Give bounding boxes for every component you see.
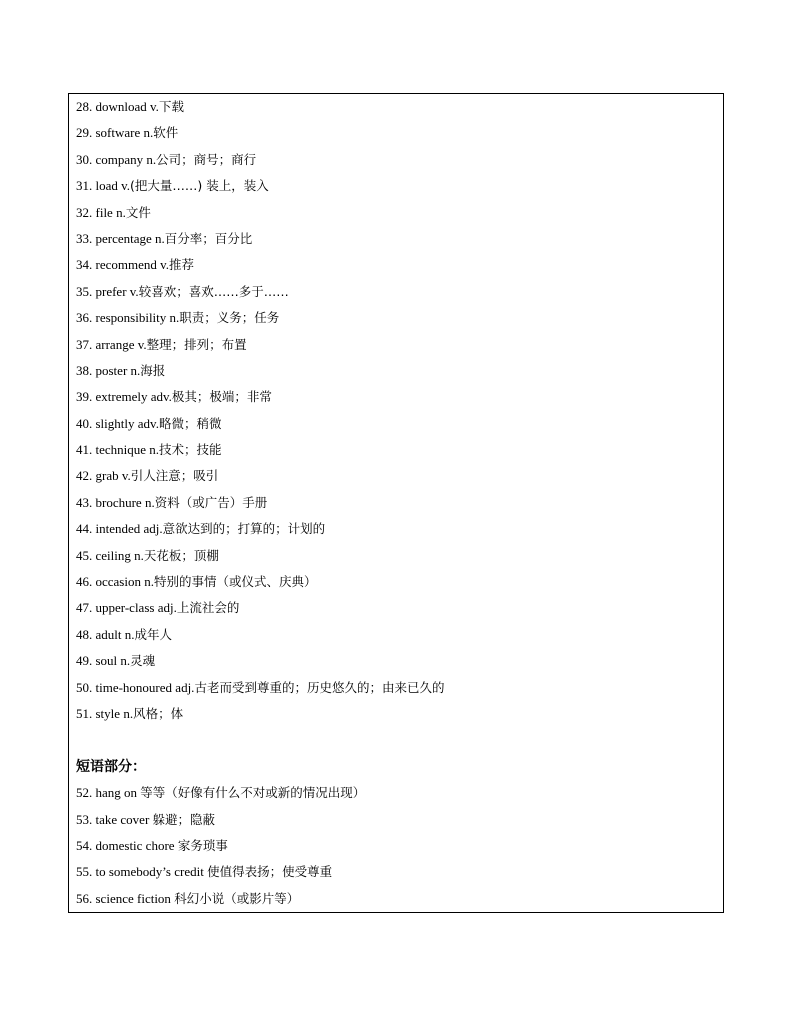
item-number: 48. [76, 626, 93, 642]
vocabulary-item [76, 279, 717, 305]
item-part-of-speech: n. [120, 653, 131, 669]
vocabulary-item [76, 411, 717, 437]
item-part-of-speech: n. [123, 705, 134, 721]
vocabulary-item [76, 226, 717, 252]
blank-line [76, 727, 717, 753]
item-number: 35. [76, 283, 93, 299]
item-part-of-speech: n. [169, 310, 180, 326]
item-number: 39. [76, 389, 93, 405]
item-number: 29. [76, 125, 93, 141]
vocabulary-table-cell [68, 93, 724, 913]
phrase-list [76, 780, 717, 912]
item-number: 53. [76, 811, 93, 827]
item-number: 30. [76, 151, 93, 167]
item-term: technique [95, 442, 147, 458]
item-part-of-speech: n. [143, 125, 154, 141]
item-number: 41. [76, 442, 93, 458]
item-term: upper-class [95, 600, 155, 616]
phrase-item [76, 780, 717, 806]
item-part-of-speech: n. [149, 442, 160, 458]
item-number: 45. [76, 547, 93, 563]
item-part-of-speech: v. [137, 336, 147, 352]
phrase-meaning: 家务琐事 [177, 837, 228, 853]
item-meaning: 古老而受到尊重的；历史悠久的；由来已久的 [194, 679, 445, 695]
item-number: 50. [76, 679, 93, 695]
phrases-heading: 短语部分： [76, 758, 146, 775]
vocabulary-item [76, 490, 717, 516]
item-term: slightly [95, 415, 135, 431]
vocabulary-item [76, 463, 717, 489]
item-meaning: 较喜欢；喜欢……多于…… [138, 283, 289, 299]
item-part-of-speech: n. [144, 494, 155, 510]
vocabulary-item [76, 384, 717, 410]
item-meaning: 极其；极端；非常 [171, 389, 272, 405]
item-term: software [95, 125, 141, 141]
item-meaning: 特别的事情（或仪式、庆典） [153, 574, 317, 590]
item-part-of-speech: adj. [143, 521, 163, 537]
item-term: arrange [95, 336, 135, 352]
vocabulary-item [76, 701, 717, 727]
item-number: 31. [76, 178, 93, 194]
item-number: 38. [76, 362, 93, 378]
item-meaning: 公司；商号；商行 [156, 151, 257, 167]
vocabulary-item [76, 437, 717, 463]
item-term: prefer [95, 283, 127, 299]
item-part-of-speech: v. [121, 468, 131, 484]
vocabulary-item [76, 595, 717, 621]
item-term: recommend [95, 257, 157, 273]
item-meaning: 下载 [158, 99, 184, 114]
phrase-term: science fiction [95, 890, 171, 906]
vocabulary-item [76, 358, 717, 384]
item-part-of-speech: n. [124, 626, 135, 642]
item-term: brochure [95, 494, 142, 510]
phrase-item [76, 807, 717, 833]
item-term: extremely [95, 389, 148, 405]
item-term: ceiling [95, 547, 131, 563]
phrase-term: hang on [95, 785, 138, 801]
vocabulary-item [76, 569, 717, 595]
vocabulary-item [76, 252, 717, 278]
item-term: soul [95, 653, 118, 669]
item-meaning: 技术；技能 [159, 442, 222, 458]
vocabulary-item [76, 173, 717, 199]
phrase-meaning: 等等（好像有什么不对或新的情况出现） [140, 785, 366, 801]
item-term: company [95, 151, 144, 167]
vocabulary-item [76, 516, 717, 542]
item-term: occasion [95, 574, 141, 590]
item-term: style [95, 705, 121, 721]
vocabulary-list [76, 94, 717, 727]
item-number: 56. [76, 890, 93, 906]
item-number: 51. [76, 705, 93, 721]
phrase-meaning: 躲避；隐蔽 [152, 811, 216, 827]
item-number: 42. [76, 468, 93, 484]
item-meaning: 整理；排列；布置 [146, 336, 247, 352]
item-number: 28. [76, 99, 93, 114]
item-meaning: 软件 [153, 125, 179, 141]
vocabulary-item [76, 648, 717, 674]
item-number: 37. [76, 336, 93, 352]
item-term: adult [95, 626, 122, 642]
item-term: poster [95, 362, 128, 378]
vocabulary-item [76, 94, 717, 120]
item-part-of-speech: n. [130, 362, 141, 378]
vocabulary-item [76, 200, 717, 226]
vocabulary-item [76, 147, 717, 173]
vocabulary-content [76, 94, 717, 912]
item-term: time-honoured [95, 679, 173, 695]
item-part-of-speech: n. [146, 151, 157, 167]
item-part-of-speech: n. [134, 547, 144, 563]
vocabulary-item [76, 622, 717, 648]
item-meaning: 风格；体 [133, 705, 184, 721]
item-meaning: 推荐 [169, 257, 195, 273]
item-meaning: 上流社会的 [176, 600, 240, 616]
item-number: 34. [76, 257, 93, 273]
item-part-of-speech: n. [155, 230, 165, 246]
item-term: download [95, 99, 147, 114]
item-part-of-speech: v. [121, 178, 131, 194]
item-meaning: 职责；义务；任务 [179, 310, 280, 326]
item-meaning: 成年人 [134, 626, 173, 642]
phrase-meaning: 使值得表扬；使受尊重 [207, 864, 333, 880]
phrase-item [76, 859, 717, 885]
vocabulary-item [76, 543, 717, 569]
item-number: 36. [76, 310, 93, 326]
vocabulary-item [76, 305, 717, 331]
phrase-item [76, 833, 717, 859]
phrase-term: take cover [95, 811, 150, 827]
item-meaning: 意欲达到的；打算的；计划的 [162, 521, 326, 537]
item-part-of-speech: v. [160, 257, 170, 273]
item-meaning: 文件 [125, 204, 151, 220]
item-number: 54. [76, 837, 93, 853]
item-number: 40. [76, 415, 93, 431]
item-part-of-speech: adv. [137, 415, 159, 431]
phrase-term: domestic chore [95, 837, 175, 853]
item-term: responsibility [95, 310, 167, 326]
vocabulary-item [76, 120, 717, 146]
item-term: file [95, 204, 113, 220]
item-meaning: 海报 [140, 362, 166, 378]
item-term: percentage [95, 230, 152, 246]
item-meaning: 资料（或广告）手册 [154, 494, 268, 510]
item-part-of-speech: adv. [150, 389, 172, 405]
item-number: 33. [76, 230, 93, 246]
phrase-term: to somebody’s credit [95, 864, 204, 880]
item-term: intended [95, 521, 141, 537]
item-number: 55. [76, 864, 93, 880]
phrase-meaning: 科幻小说（或影片等） [174, 890, 300, 906]
item-number: 47. [76, 600, 93, 616]
item-number: 46. [76, 574, 93, 590]
item-part-of-speech: adj. [157, 600, 177, 616]
item-term: load [95, 178, 118, 194]
item-part-of-speech: v. [150, 99, 159, 114]
item-meaning: 引人注意；吸引 [130, 468, 219, 484]
item-number: 44. [76, 521, 93, 537]
item-part-of-speech: n. [116, 204, 126, 220]
item-meaning: 天花板；顶棚 [143, 547, 219, 563]
item-part-of-speech: adj. [175, 679, 195, 695]
item-term: grab [95, 468, 119, 484]
phrase-item [76, 886, 717, 912]
item-part-of-speech: v. [129, 283, 139, 299]
vocabulary-item [76, 332, 717, 358]
item-meaning: (把大量……) 装上，装入 [130, 178, 269, 194]
item-number: 49. [76, 653, 93, 669]
item-meaning: 灵魂 [130, 653, 156, 669]
item-number: 32. [76, 204, 93, 220]
item-number: 52. [76, 785, 93, 801]
item-number: 43. [76, 494, 93, 510]
item-part-of-speech: n. [144, 574, 154, 590]
vocabulary-item [76, 675, 717, 701]
item-meaning: 百分率；百分比 [164, 230, 253, 246]
item-meaning: 略微；稍微 [158, 415, 222, 431]
